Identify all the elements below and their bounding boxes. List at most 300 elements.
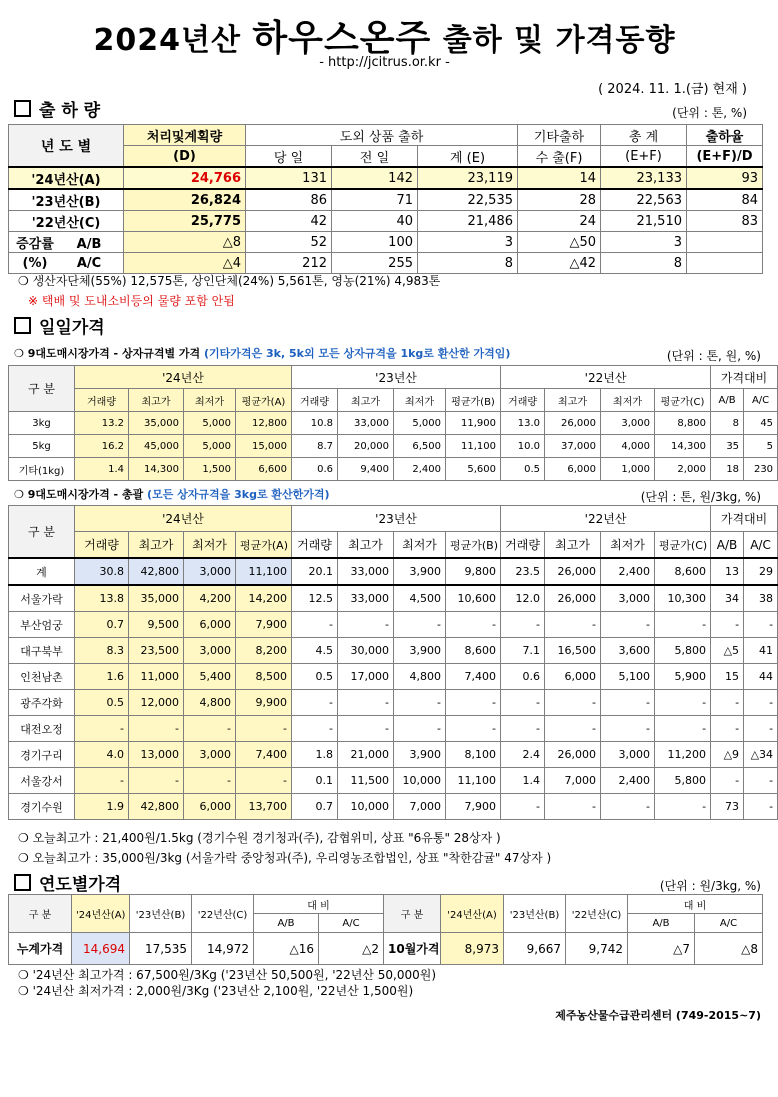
col-header: 평균가(B) xyxy=(446,389,501,412)
cell-value: 25,775 xyxy=(124,211,246,232)
cell-value: 2,400 xyxy=(601,558,655,585)
cell-value: - xyxy=(501,794,545,820)
cell-value: - xyxy=(129,716,184,742)
cell-value: 1.4 xyxy=(75,458,129,481)
as-of-date: ( 2024. 11. 1.(금) 현재 ) xyxy=(598,82,747,97)
cell-value: 21,486 xyxy=(418,211,518,232)
yearly-unit: (단위 : 원/3kg, %) xyxy=(659,879,761,893)
checkbox-square-icon xyxy=(14,874,31,891)
row-label: 광주각화 xyxy=(9,690,75,716)
cell-value: △8 xyxy=(695,933,763,965)
cell-value: 6,000 xyxy=(545,664,601,690)
cell-value: 4,800 xyxy=(184,690,236,716)
cell-value: 8 xyxy=(711,412,744,435)
cell-value: 44 xyxy=(744,664,778,690)
title-prefix: 2024년산 xyxy=(93,23,241,58)
cell-value: 45 xyxy=(744,412,778,435)
header-year-23: '23년산 xyxy=(292,506,501,532)
cell-value: △42 xyxy=(518,253,601,274)
col-header: 최고가 xyxy=(545,389,601,412)
cell-value: 12.0 xyxy=(501,585,545,612)
cell-value: 84 xyxy=(687,189,763,211)
daily-unit2: (단위 : 톤, 원/3kg, %) xyxy=(640,490,761,504)
cell-value: - xyxy=(501,716,545,742)
cell-value: 3,900 xyxy=(394,638,446,664)
col-header: 최저가 xyxy=(394,389,446,412)
cell-value: 5,900 xyxy=(655,664,711,690)
cell-value: 3,000 xyxy=(184,558,236,585)
cell-value: 100 xyxy=(332,232,418,253)
change-label-cell xyxy=(9,232,124,253)
row-label: 계 xyxy=(9,558,75,585)
section-shipment-title: 출 하 량 xyxy=(14,96,100,121)
cell-value: 13.2 xyxy=(75,412,129,435)
cell-value: - xyxy=(711,612,744,638)
header-year-23: '23년산 xyxy=(292,366,501,389)
cell-value: 6,000 xyxy=(184,794,236,820)
cell-value: 8,600 xyxy=(446,638,501,664)
cell-value: 4.0 xyxy=(75,742,129,768)
cell-value: 8,800 xyxy=(655,412,711,435)
cell-value: 3,900 xyxy=(394,558,446,585)
row-label: 10월가격 xyxy=(384,933,441,965)
cell-value: - xyxy=(545,690,601,716)
cell-value: 8,200 xyxy=(236,638,292,664)
cell-value: 42 xyxy=(246,211,332,232)
cell-value: 11,000 xyxy=(129,664,184,690)
cell-value: 4.5 xyxy=(292,638,338,664)
cell-value: 3 xyxy=(418,232,518,253)
cell-value: - xyxy=(744,716,778,742)
header-total: 총 계 xyxy=(601,125,687,146)
row-label: '23년산(B) xyxy=(9,189,124,211)
cell-value: 9,400 xyxy=(338,458,394,481)
cell-value: 5,800 xyxy=(655,768,711,794)
cell-value: 9,500 xyxy=(129,612,184,638)
table-row xyxy=(9,232,763,253)
cell-value: 4,000 xyxy=(601,435,655,458)
cell-value: 3 xyxy=(601,232,687,253)
cell-value: 33,000 xyxy=(338,412,394,435)
cell-value: 8,973 xyxy=(441,933,504,965)
cell-value: 10,000 xyxy=(338,794,394,820)
cell-value: 7,400 xyxy=(446,664,501,690)
cell-value: 8 xyxy=(601,253,687,274)
cell-value: - xyxy=(292,716,338,742)
col-header: 평균가(A) xyxy=(236,532,292,559)
cell-value: - xyxy=(655,612,711,638)
cell-value: 4,500 xyxy=(394,585,446,612)
daily-note-1: ❍ 오늘최고가 : 21,400원/1.5kg (경기수원 경기청과(주), 감협위미, 상표 "6유통" 28상자 ) xyxy=(18,831,501,845)
cell-value: 9,800 xyxy=(446,558,501,585)
cell-value: 73 xyxy=(711,794,744,820)
col-header: 거래량 xyxy=(292,389,338,412)
cell-value: 26,000 xyxy=(545,742,601,768)
table-row xyxy=(9,458,778,481)
checkbox-square-icon xyxy=(14,317,31,334)
cell-value: 2.4 xyxy=(501,742,545,768)
cell-value: △16 xyxy=(254,933,319,965)
cell-value: 3,000 xyxy=(601,585,655,612)
footer-contact: 제주농산물수급관리센터 (749-2015~7) xyxy=(555,1009,761,1022)
row-label: 서울강서 xyxy=(9,768,75,794)
row-label: 3kg xyxy=(9,412,75,435)
cell-value: 0.5 xyxy=(501,458,545,481)
cell-value: - xyxy=(75,716,129,742)
yearly-note-2: ❍ '24년산 최저가격 : 2,000원/3Kg ('23년산 2,100원, '22년산 1,500원) xyxy=(18,984,414,998)
table-row xyxy=(9,189,763,211)
table-row xyxy=(9,664,778,690)
yearly-price-table xyxy=(8,894,763,965)
col-header: A/B xyxy=(711,532,744,559)
cell-value: 28 xyxy=(518,189,601,211)
cell-value: 1,500 xyxy=(184,458,236,481)
col-header: 최고가 xyxy=(338,389,394,412)
cell-value: 0.6 xyxy=(292,458,338,481)
col-header: A/C xyxy=(744,389,778,412)
cell-value: 35 xyxy=(711,435,744,458)
cell-value: 6,000 xyxy=(545,458,601,481)
header-y24: '24년산(A) xyxy=(72,895,130,933)
cell-value: 3,000 xyxy=(184,742,236,768)
table-row xyxy=(9,690,778,716)
cell-value: 24,766 xyxy=(124,167,246,189)
col-header: 거래량 xyxy=(75,532,129,559)
table-row xyxy=(9,638,778,664)
daily-sub1: ❍ 9대도매시장가격 - 상자규격별 가격 (기타가격은 3k, 5k외 모든 상자규격을 1kg로 환산한 가격임) xyxy=(14,347,511,360)
header-gubun: 구 분 xyxy=(9,366,75,412)
cell-value: 17,000 xyxy=(338,664,394,690)
cell-value: 13.0 xyxy=(501,412,545,435)
cell-value: 33,000 xyxy=(338,558,394,585)
cell-value: - xyxy=(394,716,446,742)
ratio-key: A/B xyxy=(76,236,102,252)
cell-value: 3,000 xyxy=(601,412,655,435)
col-header: 최고가 xyxy=(129,389,184,412)
cell-value: 17,535 xyxy=(130,933,192,965)
row-label: 서울가락 xyxy=(9,585,75,612)
cell-value: 212 xyxy=(246,253,332,274)
shipment-note-red: ※ 택배 및 도내소비등의 물량 포함 안됨 xyxy=(28,294,235,308)
cell-value: - xyxy=(292,612,338,638)
col-header: 평균가(B) xyxy=(446,532,501,559)
cell-value: △50 xyxy=(518,232,601,253)
cell-value: - xyxy=(545,716,601,742)
cell-value: 24 xyxy=(518,211,601,232)
col-header: 거래량 xyxy=(75,389,129,412)
cell-value: 11,100 xyxy=(446,435,501,458)
cell-value: 1,000 xyxy=(601,458,655,481)
cell-value: - xyxy=(744,768,778,794)
header-y23-2: '23년산(B) xyxy=(504,895,566,933)
cell-value: 6,500 xyxy=(394,435,446,458)
cell-value: 0.6 xyxy=(501,664,545,690)
cell-value: 14,694 xyxy=(72,933,130,965)
cell-value: - xyxy=(446,716,501,742)
cell-value: 8,500 xyxy=(236,664,292,690)
cell-value: △5 xyxy=(711,638,744,664)
cell-value: 45,000 xyxy=(129,435,184,458)
cell-value: 1.4 xyxy=(501,768,545,794)
cell-value: 7,900 xyxy=(236,612,292,638)
header-compare-2: 대 비 xyxy=(628,895,763,914)
box-size-price-table xyxy=(8,365,778,481)
cell-value: 10,300 xyxy=(655,585,711,612)
cell-value: 35,000 xyxy=(129,412,184,435)
cell-value: 13 xyxy=(711,558,744,585)
row-label: '22년산(C) xyxy=(9,211,124,232)
cell-value: 131 xyxy=(246,167,332,189)
shipment-table xyxy=(8,124,763,274)
cell-value: 33,000 xyxy=(338,585,394,612)
cell-value: - xyxy=(744,690,778,716)
cell-value: 7,000 xyxy=(394,794,446,820)
section-yearly-title: 연도별가격 xyxy=(14,870,121,895)
table-row xyxy=(9,558,778,585)
cell-value: 41 xyxy=(744,638,778,664)
cell-value: - xyxy=(545,612,601,638)
header-prev-day: 전 일 xyxy=(332,146,418,168)
cell-value: 6,000 xyxy=(184,612,236,638)
header-today: 당 일 xyxy=(246,146,332,168)
cell-value: 5,100 xyxy=(601,664,655,690)
cell-value: 14,300 xyxy=(655,435,711,458)
cell-value: 5,000 xyxy=(184,412,236,435)
cell-value: 4,800 xyxy=(394,664,446,690)
cell-value: 15,000 xyxy=(236,435,292,458)
col-header: 평균가(C) xyxy=(655,532,711,559)
row-label: 경기구리 xyxy=(9,742,75,768)
row-label: '24년산(A) xyxy=(9,167,124,189)
header-sum-e: 계 (E) xyxy=(418,146,518,168)
cell-value: △2 xyxy=(319,933,384,965)
cell-value: 9,742 xyxy=(566,933,628,965)
header-compare: 가격대비 xyxy=(711,366,778,389)
cell-value: - xyxy=(711,768,744,794)
header-y24-2: '24년산(A) xyxy=(441,895,504,933)
table-row xyxy=(9,412,778,435)
cell-value: 83 xyxy=(687,211,763,232)
header-year-24: '24년산 xyxy=(75,366,292,389)
cell-value: 11,100 xyxy=(236,558,292,585)
header-year-24: '24년산 xyxy=(75,506,292,532)
header-processed-d: (D) xyxy=(124,146,246,168)
col-header: A/B xyxy=(628,914,695,933)
cell-value: 0.5 xyxy=(292,664,338,690)
cell-value: 0.5 xyxy=(75,690,129,716)
cell-value: 38 xyxy=(744,585,778,612)
cell-value: 23,133 xyxy=(601,167,687,189)
header-domestic: 도외 상품 출하 xyxy=(246,125,518,146)
cell-value: - xyxy=(394,690,446,716)
col-header: 최고가 xyxy=(545,532,601,559)
cell-value: 26,000 xyxy=(545,558,601,585)
cell-value: 52 xyxy=(246,232,332,253)
title-suffix: 출하 및 가격동향 xyxy=(442,23,676,58)
table-row xyxy=(9,612,778,638)
cell-value: 26,000 xyxy=(545,585,601,612)
col-header: 최저가 xyxy=(394,532,446,559)
col-header: 최저가 xyxy=(601,389,655,412)
header-rate-formula: (E+F)/D xyxy=(687,146,763,168)
cell-value: 230 xyxy=(744,458,778,481)
header-export: 수 출(F) xyxy=(518,146,601,168)
cell-value: 12,800 xyxy=(236,412,292,435)
cell-value: - xyxy=(184,768,236,794)
header-gubun-2: 구 분 xyxy=(384,895,441,933)
cell-value: 21,510 xyxy=(601,211,687,232)
cell-value: - xyxy=(655,690,711,716)
cell-value: 7,000 xyxy=(545,768,601,794)
daily-unit1: (단위 : 톤, 원, %) xyxy=(666,349,761,363)
cell-value: 255 xyxy=(332,253,418,274)
cell-value: - xyxy=(184,716,236,742)
cell-value: 0.1 xyxy=(292,768,338,794)
cell-value: 0.7 xyxy=(292,794,338,820)
cell-value: 23.5 xyxy=(501,558,545,585)
cell-value: 21,000 xyxy=(338,742,394,768)
cell-value: 3,900 xyxy=(394,742,446,768)
table-row xyxy=(9,435,778,458)
cell-value: 15 xyxy=(711,664,744,690)
cell-value: 3,000 xyxy=(184,638,236,664)
cell-value: 5,000 xyxy=(184,435,236,458)
yearly-note-1: ❍ '24년산 최고가격 : 67,500원/3Kg ('23년산 50,500원, '22년산 50,000원) xyxy=(18,968,437,982)
cell-value: - xyxy=(601,794,655,820)
col-header: 평균가(A) xyxy=(236,389,292,412)
daily-sub2: ❍ 9대도매시장가격 - 총괄 (모든 상자규격을 3kg로 환산한가격) xyxy=(14,488,330,501)
cell-value: - xyxy=(446,612,501,638)
cell-value: 12,000 xyxy=(129,690,184,716)
col-header: 거래량 xyxy=(501,389,545,412)
header-total-ef: (E+F) xyxy=(601,146,687,168)
cell-value: 2,400 xyxy=(601,768,655,794)
cell-value: 8,100 xyxy=(446,742,501,768)
cell-value: 10.0 xyxy=(501,435,545,458)
cell-value: 37,000 xyxy=(545,435,601,458)
cell-value: 142 xyxy=(332,167,418,189)
table-row xyxy=(9,253,763,274)
cell-value: - xyxy=(601,612,655,638)
cell-value: 34 xyxy=(711,585,744,612)
cell-value: 20.1 xyxy=(292,558,338,585)
cell-value: 7,900 xyxy=(446,794,501,820)
cell-value: 16.2 xyxy=(75,435,129,458)
cell-value: 26,000 xyxy=(545,412,601,435)
col-header: A/B xyxy=(254,914,319,933)
cell-value: - xyxy=(129,768,184,794)
header-y23: '23년산(B) xyxy=(130,895,192,933)
cell-value: △34 xyxy=(744,742,778,768)
cell-value: 16,500 xyxy=(545,638,601,664)
cell-value: - xyxy=(744,612,778,638)
cell-value: 8 xyxy=(418,253,518,274)
cell-value: △8 xyxy=(124,232,246,253)
cell-value: 13.8 xyxy=(75,585,129,612)
col-header: 평균가(C) xyxy=(655,389,711,412)
cell-value: - xyxy=(545,794,601,820)
cell-value: 14,972 xyxy=(192,933,254,965)
cell-value: 2,400 xyxy=(394,458,446,481)
cell-value: - xyxy=(711,690,744,716)
section-daily-title: 일일가격 xyxy=(14,313,105,338)
cell-value: 2,000 xyxy=(655,458,711,481)
cell-value: - xyxy=(338,716,394,742)
col-header: 거래량 xyxy=(501,532,545,559)
table-row xyxy=(9,211,763,232)
cell-value xyxy=(687,253,763,274)
cell-value: 30.8 xyxy=(75,558,129,585)
checkbox-square-icon xyxy=(14,100,31,117)
cell-value: - xyxy=(744,794,778,820)
cell-value: 23,119 xyxy=(418,167,518,189)
header-other: 기타출하 xyxy=(518,125,601,146)
cell-value: 40 xyxy=(332,211,418,232)
cell-value: - xyxy=(501,612,545,638)
col-header: 최고가 xyxy=(338,532,394,559)
cell-value: 5,400 xyxy=(184,664,236,690)
cell-value: 29 xyxy=(744,558,778,585)
cell-value: 22,563 xyxy=(601,189,687,211)
header-year-22: '22년산 xyxy=(501,506,711,532)
cell-value: - xyxy=(338,690,394,716)
col-header: A/C xyxy=(744,532,778,559)
cell-value: 7,400 xyxy=(236,742,292,768)
cell-value: 5 xyxy=(744,435,778,458)
cell-value: 30,000 xyxy=(338,638,394,664)
cell-value: 5,600 xyxy=(446,458,501,481)
cell-value: 35,000 xyxy=(129,585,184,612)
cell-value: - xyxy=(501,690,545,716)
cell-value: 10.8 xyxy=(292,412,338,435)
cell-value: - xyxy=(338,612,394,638)
cell-value: 13,000 xyxy=(129,742,184,768)
market-price-table xyxy=(8,505,778,820)
cell-value: △7 xyxy=(628,933,695,965)
cell-value: 42,800 xyxy=(129,558,184,585)
pct-label-cell xyxy=(9,253,124,274)
header-y22-2: '22년산(C) xyxy=(566,895,628,933)
header-year-22: '22년산 xyxy=(501,366,711,389)
cell-value: 1.8 xyxy=(292,742,338,768)
cell-value: 11,200 xyxy=(655,742,711,768)
cell-value: - xyxy=(446,690,501,716)
table-row xyxy=(9,167,763,189)
header-year: 년 도 별 xyxy=(9,125,124,168)
cell-value: 10,600 xyxy=(446,585,501,612)
cell-value: - xyxy=(601,716,655,742)
cell-value: 71 xyxy=(332,189,418,211)
cell-value: 12.5 xyxy=(292,585,338,612)
site-url[interactable]: - http://jcitrus.or.kr - xyxy=(319,55,450,70)
cell-value: 10,000 xyxy=(394,768,446,794)
cell-value: 0.7 xyxy=(75,612,129,638)
header-compare: 대 비 xyxy=(254,895,384,914)
header-compare: 가격대비 xyxy=(711,506,778,532)
cell-value: 3,600 xyxy=(601,638,655,664)
table-row xyxy=(9,794,778,820)
col-header: 최고가 xyxy=(129,532,184,559)
header-processed: 처리및계획량 xyxy=(124,125,246,146)
col-header: 최저가 xyxy=(184,532,236,559)
col-header: A/C xyxy=(695,914,763,933)
page-title xyxy=(0,10,769,61)
cell-value: 8.3 xyxy=(75,638,129,664)
cell-value: 8,600 xyxy=(655,558,711,585)
title-main: 하우스온주 xyxy=(252,18,432,59)
row-label: 기타(1kg) xyxy=(9,458,75,481)
col-header: A/B xyxy=(711,389,744,412)
